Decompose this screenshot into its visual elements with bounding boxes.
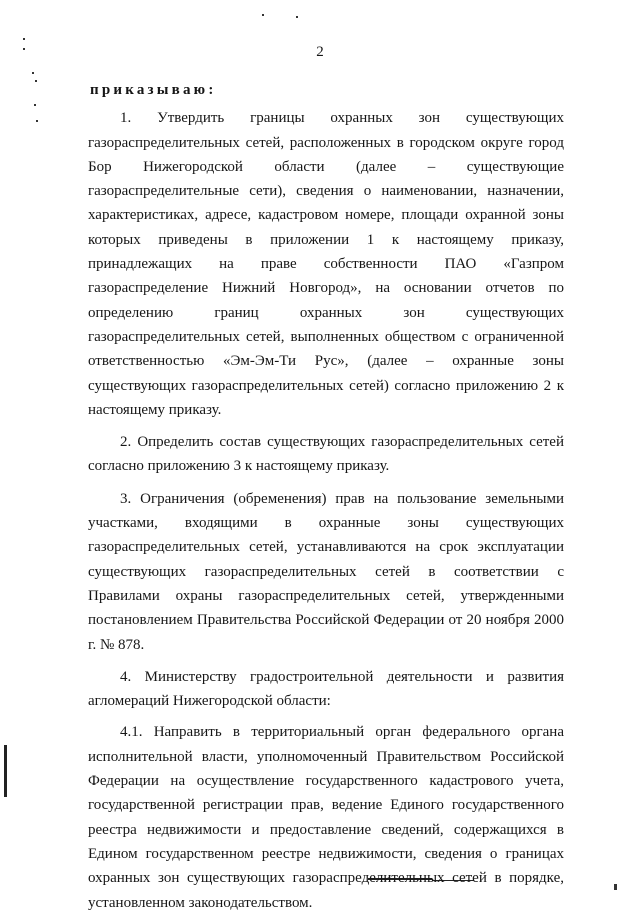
scan-speck: [296, 16, 298, 18]
scan-speck: [35, 80, 37, 82]
scan-speck: [23, 38, 25, 40]
paragraph-4-1: 4.1. Направить в территориальный орган федерального органа исполнительной власти, уполномоченный Правительством Российской Федерации на осуществление государственного кадастрового учета, государственной регистрации прав, ведение Единого государственного реестра недвижимости и предоставление сведений, содержащихся в Едином государственном реестре недвижимости, сведения о границах охранных зон существующих газораспределительных сетей в порядке, установленном законодательством.: [88, 724, 564, 911]
scan-speck: [262, 14, 264, 16]
scan-speck: [34, 104, 36, 106]
paragraph-4: 4. Министерству градостроительной деятельности и развития агломераций Нижегородской области:: [88, 668, 564, 710]
document-body: [88, 78, 564, 923]
paragraph-1: 1. Утвердить границы охранных зон существующих газораспределительных сетей, расположенных в городском округе город Бор Нижегородской области (далее – существующие газораспределительные сети), сведения о наименовании, назначении, характеристиках, адресе, кадастровом номере, площади охранной зоны которых приведены в приложении 1 к настоящему приказу, принадлежащих на праве собственности ПАО «Газпром газораспределение Нижний Новгород», на основании отчетов по определению границ охранных зон существующих газораспределительных сетей, выполненных обществом с ограниченной ответственностью «Эм-Эм-Ти Рус», (далее – охранные зоны существующих газораспределительных сетей) согласно приложению 2 к настоящему приказу.: [88, 110, 564, 418]
paragraph-3: 3. Ограничения (обременения) прав на пользование земельными участками, входящими в охранные зоны существующих газораспределительных сетей, устанавливаются на срок эксплуатации существующих газораспределительных сетей в соответствии с Правилами охраны газораспределительных сетей, утвержденными постановлением Правительства Российской Федерации от 20 ноября 2000 г. № 878.: [88, 490, 564, 653]
scan-speck: [36, 120, 38, 122]
page-number: 2: [316, 44, 324, 60]
order-heading: приказываю:: [90, 82, 217, 98]
paragraph-2: 2. Определить состав существующих газораспределительных сетей согласно приложению 3 к настоящему приказу.: [88, 434, 564, 475]
scan-edge-line: [4, 745, 7, 797]
scan-speck: [32, 72, 34, 74]
scan-speck: [614, 884, 617, 890]
